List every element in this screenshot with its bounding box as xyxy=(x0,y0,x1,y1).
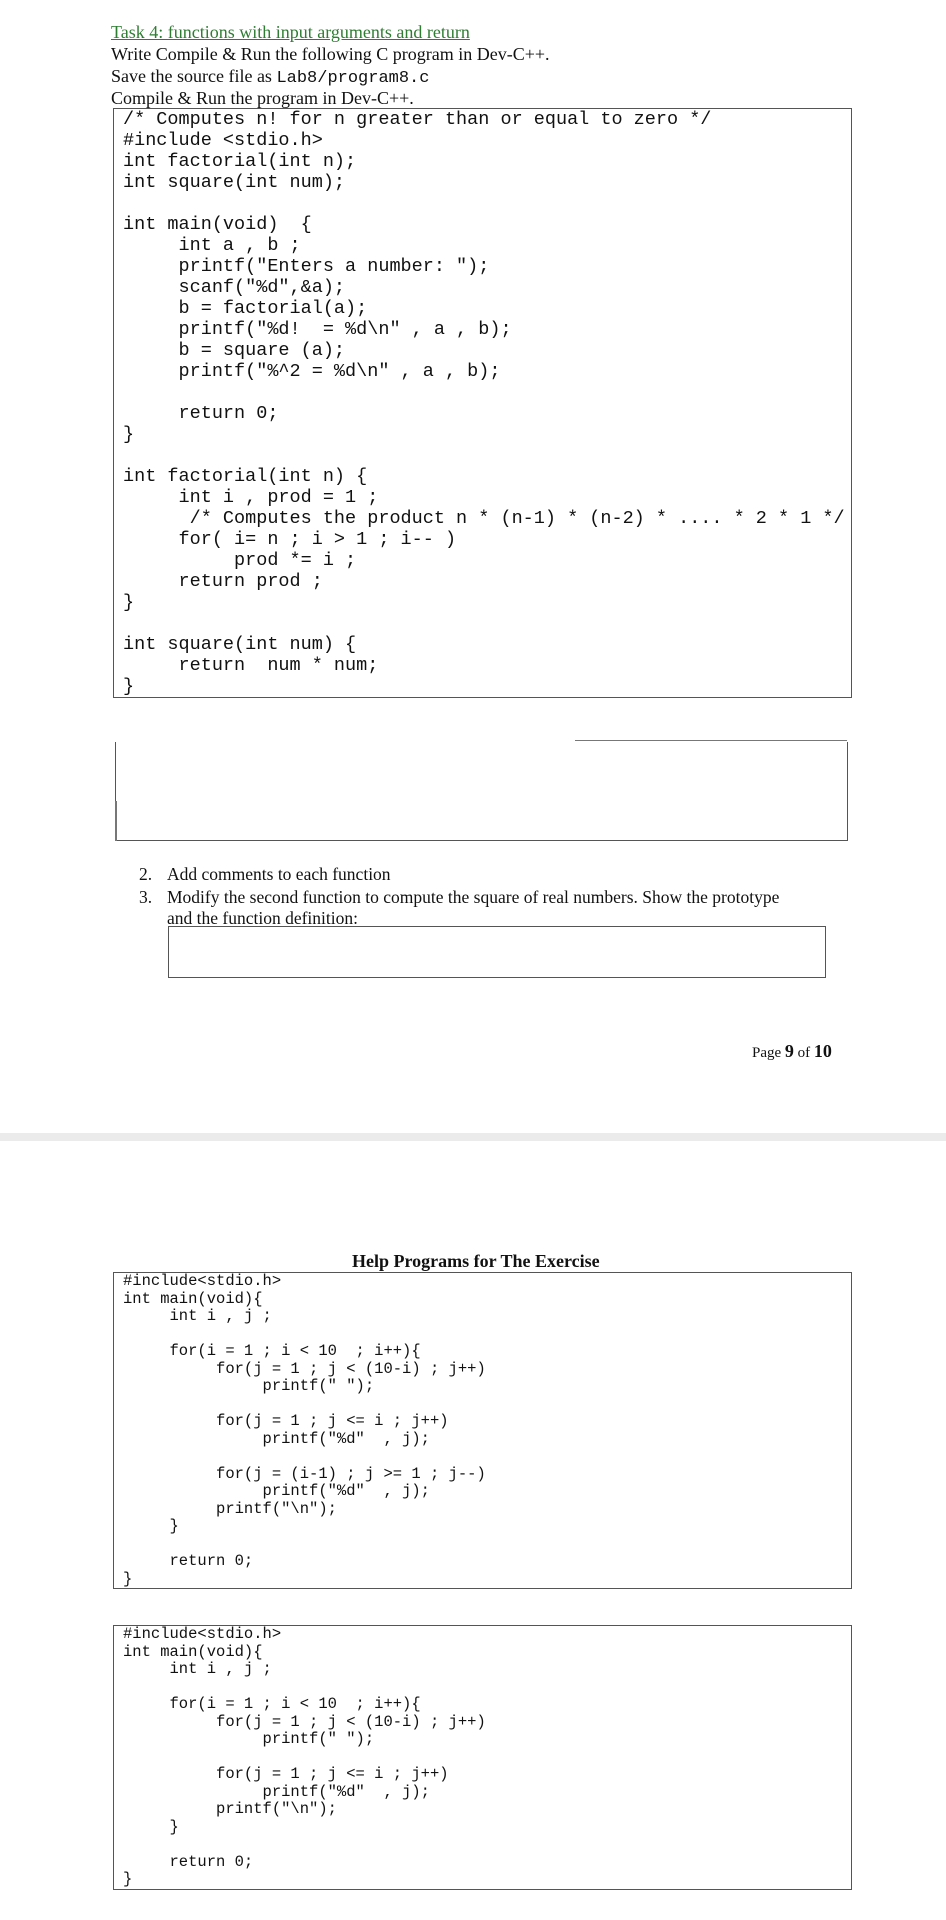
question-2-number: 2. xyxy=(139,864,153,884)
answer-box-1-left-mark xyxy=(115,801,117,841)
page-of: of xyxy=(793,1045,814,1061)
source-filename: Lab8/program8.c xyxy=(276,69,430,88)
help-program-1-code: #include<stdio.h> int main(void){ int i , j ; for(i = 1 ; i < 10 ; i++){ for(j = 1 ; j < (10-i) ; j++) printf(" "); for(j = 1 ; j <= i ; j++) printf("%d" , j); for(j = (i-1) ; j >= 1 ; j--) printf("%d" , j); printf("\n"); } return 0; } xyxy=(123,1272,486,1588)
question-3-text-cont: and the function definition: xyxy=(167,908,358,928)
page-current: 9 xyxy=(784,1041,794,1061)
answer-box-2 xyxy=(168,926,826,978)
page-number xyxy=(752,1040,832,1064)
factorial-program-code-box xyxy=(113,108,852,698)
page-label: Page xyxy=(752,1045,785,1061)
task-title: Task 4: functions with input arguments and return xyxy=(111,22,470,42)
question-2-text: Add comments to each function xyxy=(167,864,391,884)
question-2 xyxy=(139,864,779,885)
answer-box-top-edge xyxy=(575,740,847,741)
question-3-text: Modify the second function to compute the square of real numbers. Show the prototype xyxy=(167,887,780,907)
factorial-program-code: /* Computes n! for n greater than or equal to zero */ #include <stdio.h> int factorial(int n); int square(int num); int main(void) { int a , b ; printf("Enters a number: "); scanf("%d",&a); b = factorial(a); printf("%d! = %d\n" , a , b); b = square (a); printf("%^2 = %d\n" , a , b); return 0; } int factorial(int n) { int i , prod = 1 ; /* Computes the product n * (n-1) * (n-2) * .... * 2 * 1 */ for( i= n ; i > 1 ; i-- ) prod *= i ; return prod ; } int square(int num) { return num * num; } xyxy=(123,109,845,697)
question-list xyxy=(135,864,779,929)
help-program-2-code: #include<stdio.h> int main(void){ int i , j ; for(i = 1 ; i < 10 ; i++){ for(j = 1 ; j < (10-i) ; j++) printf(" "); for(j = 1 ; j <= i ; j++) printf("%d" , j); printf("\n"); } return 0; } xyxy=(123,1625,486,1888)
instruction-line-3: Compile & Run the program in Dev-C++. xyxy=(111,88,414,108)
help-program-1-box xyxy=(113,1272,852,1589)
page-divider xyxy=(0,1133,946,1141)
answer-box-1 xyxy=(115,742,848,841)
page-total: 10 xyxy=(813,1041,832,1061)
help-program-2-box xyxy=(113,1625,852,1890)
question-3-number: 3. xyxy=(139,887,153,907)
instruction-line-2-prefix: Save the source file as xyxy=(111,66,277,86)
instruction-line-1: Write Compile & Run the following C program in Dev-C++. xyxy=(111,44,550,64)
help-programs-title: Help Programs for The Exercise xyxy=(352,1251,600,1271)
question-3 xyxy=(139,887,780,929)
